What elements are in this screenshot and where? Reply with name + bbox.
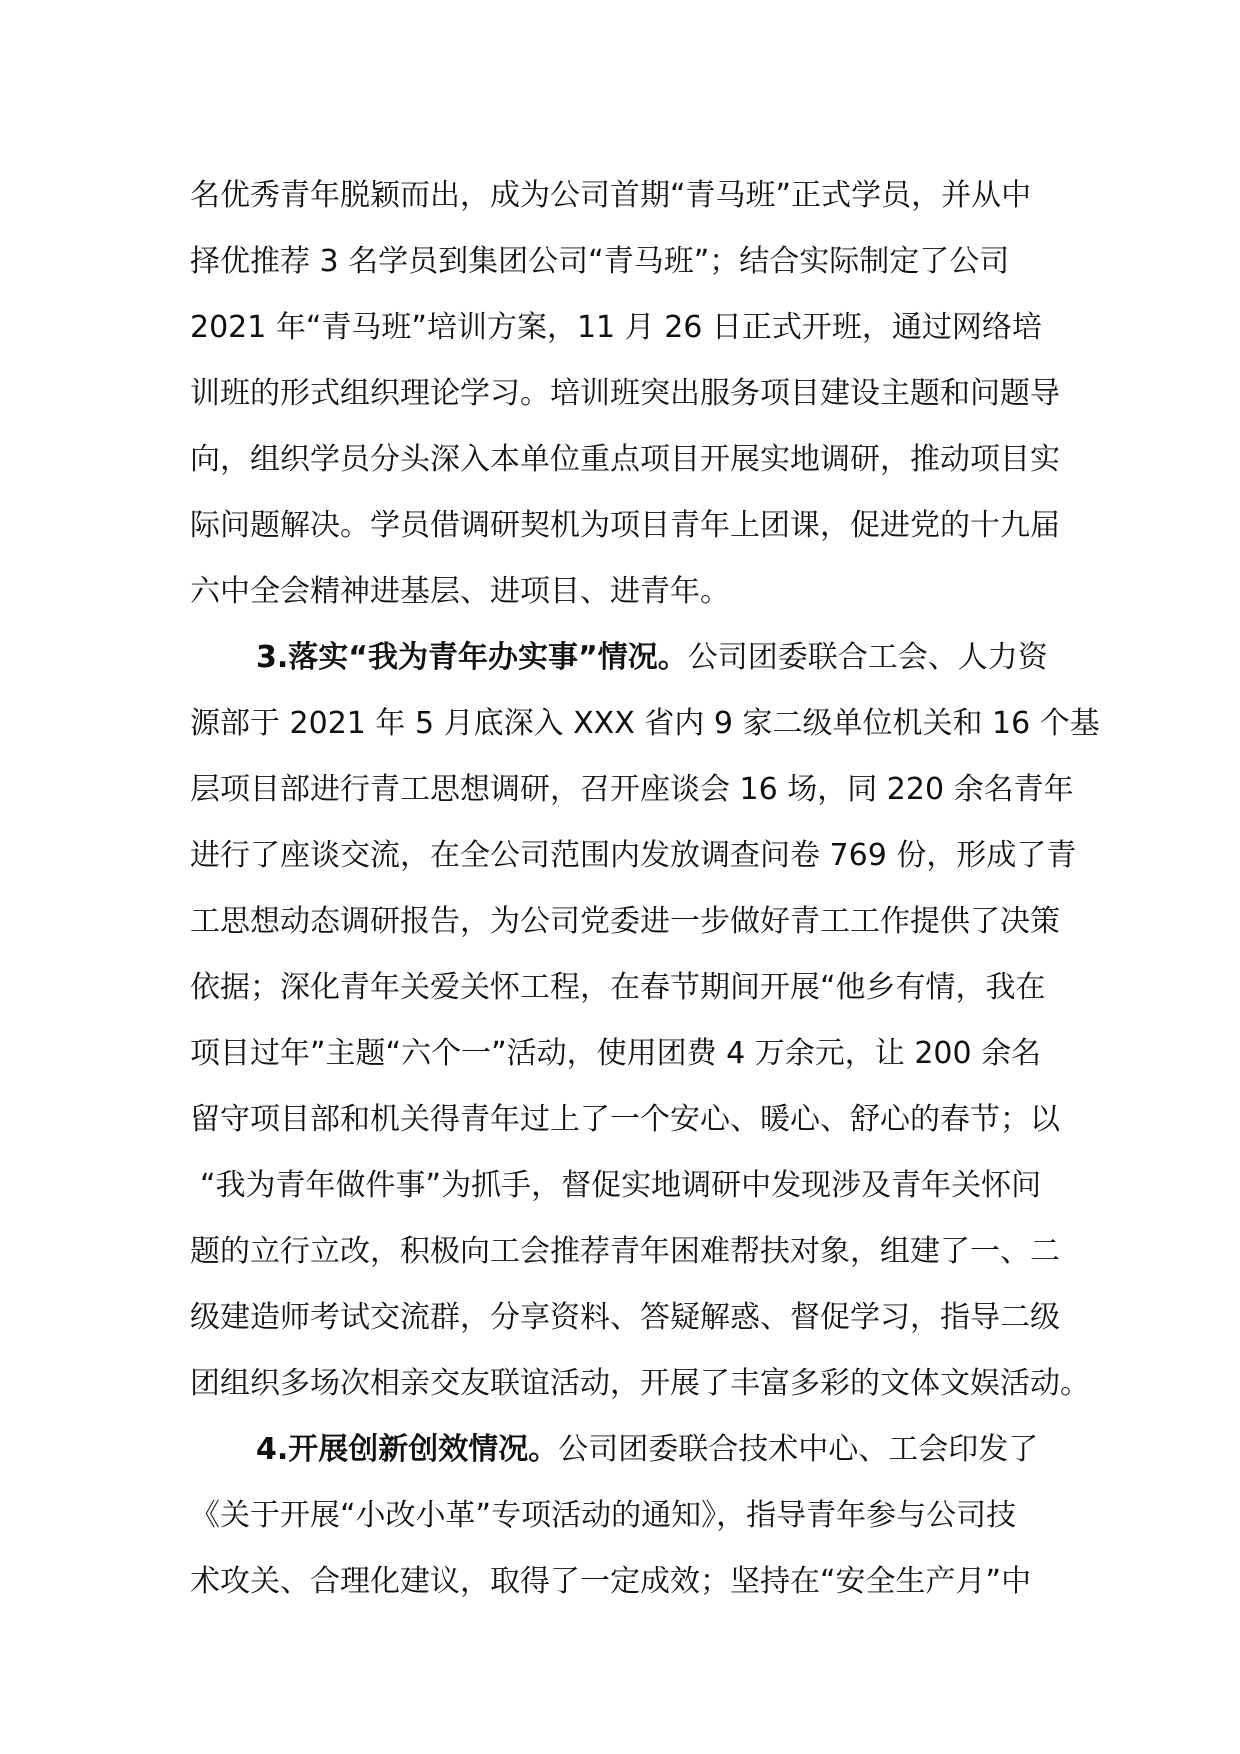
section-4-first-line — [256, 1417, 1070, 1483]
paragraph-line: 向，组织学员分头深入本单位重点项目开展实地调研，推动项目实 — [190, 442, 1060, 477]
paragraph-line: 团组织多场次相亲交友联谊活动，开展了丰富多彩的文体文娱活动。 — [190, 1366, 1090, 1401]
paragraph-line: 项目过年”主题“六个一”活动，使用团费 4 万余元，让 200 余名 — [190, 1036, 1042, 1071]
paragraph-line: “我为青年做件事”为抓手，督促实地调研中发现涉及青年关怀问 — [200, 1168, 1042, 1203]
paragraph-line: 2021 年“青马班”培训方案，11 月 26 日正式开班，通过网络培 — [190, 310, 1042, 345]
paragraph-line: 《关于开展“小改小革”专项活动的通知》，指导青年参与公司技 — [190, 1498, 1017, 1533]
paragraph-line: 源部于 2021 年 5 月底深入 XXX 省内 9 家二级单位机关和 16 个基 — [190, 706, 1100, 741]
paragraph-line: 级建造师考试交流群，分享资料、答疑解惑、督促学习，指导二级 — [190, 1300, 1060, 1335]
paragraph-line: 层项目部进行青工思想调研，召开座谈会 16 场，同 220 余名青年 — [190, 772, 1074, 807]
paragraph-line: 训班的形式组织理论学习。培训班突出服务项目建设主题和问题导 — [190, 376, 1060, 411]
section-3-heading: 3.落实“我为青年办实事”情况。 — [256, 640, 688, 675]
paragraph-line: 留守项目部和机关得青年过上了一个安心、暖心、舒心的春节；以 — [190, 1102, 1060, 1137]
paragraph-line: 题的立行立改，积极向工会推荐青年困难帮扶对象，组建了一、二 — [190, 1234, 1060, 1269]
paragraph-line: 六中全会精神进基层、进项目、进青年。 — [190, 574, 730, 609]
paragraph-line: 名优秀青年脱颖而出，成为公司首期“青马班”正式学员，并从中 — [190, 178, 1032, 213]
paragraph-line: 依据；深化青年关爱关怀工程，在春节期间开展“他乡有情，我在 — [190, 970, 1046, 1005]
section-3-first-line — [256, 625, 1070, 691]
section-4-first-line-text: 公司团委联合技术中心、工会印发了 — [558, 1432, 1039, 1467]
paragraph-line: 进行了座谈交流，在全公司范围内发放调查问卷 769 份，形成了青 — [190, 838, 1077, 873]
paragraph-line: 工思想动态调研报告，为公司党委进一步做好青工工作提供了决策 — [190, 904, 1060, 939]
paragraph-line: 择优推荐 3 名学员到集团公司“青马班”；结合实际制定了公司 — [190, 244, 1010, 279]
paragraph-line: 术攻关、合理化建议，取得了一定成效；坚持在“安全生产月”中 — [190, 1564, 1032, 1599]
paragraph-line: 际问题解决。学员借调研契机为项目青年上团课，促进党的十九届 — [190, 508, 1060, 543]
section-3-first-line-text: 公司团委联合工会、人力资 — [687, 640, 1048, 675]
section-4-heading: 4.开展创新创效情况。 — [256, 1432, 559, 1467]
